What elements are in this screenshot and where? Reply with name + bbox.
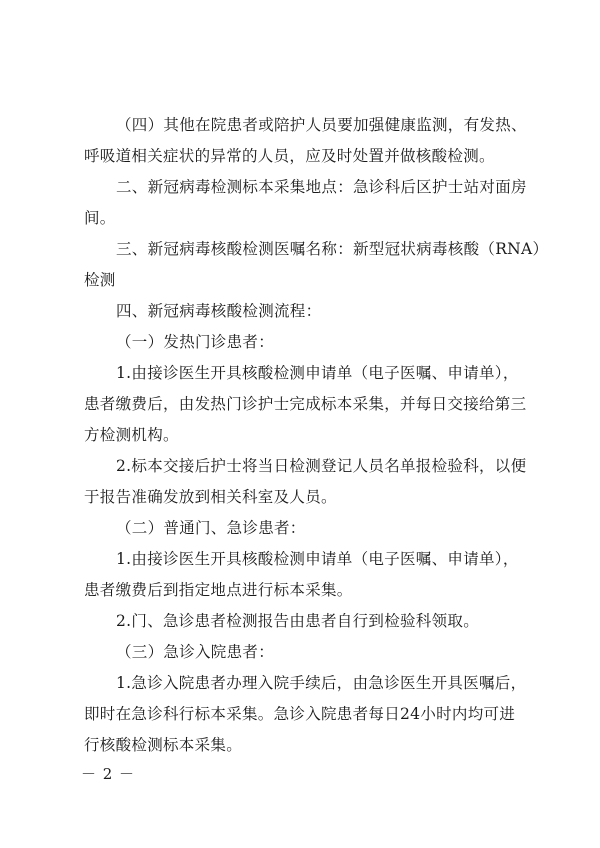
page-number: － 2 － <box>80 765 136 783</box>
paragraph-line: 四、新冠病毒核酸检测流程： <box>116 302 322 320</box>
paragraph-line: 呼吸道相关症状的异常的人员，应及时处置并做核酸检测。 <box>84 147 495 165</box>
paragraph-line: 2.门、急诊患者检测报告由患者自行到检验科领取。 <box>116 612 479 630</box>
paragraph-line: （四）其他在院患者或陪护人员要加强健康监测，有发热、 <box>116 116 527 134</box>
paragraph-line: 2.标本交接后护士将当日检测登记人员名单报检验科，以便 <box>116 457 527 475</box>
paragraph-line: 三、新冠病毒核酸检测医嘱名称：新型冠状病毒核酸（RNA） <box>116 240 549 258</box>
paragraph-line: （二）普通门、急诊患者： <box>116 519 306 537</box>
paragraph-line: 1.由接诊医生开具核酸检测申请单（电子医嘱、申请单）， <box>116 364 519 382</box>
paragraph-line: 行核酸检测标本采集。 <box>84 736 243 754</box>
paragraph-line: （三）急诊入院患者： <box>116 643 275 661</box>
paragraph-line: 于报告准确发放到相关科室及人员。 <box>84 488 337 506</box>
paragraph-line: 即时在急诊科行标本采集。急诊入院患者每日24小时内均可进 <box>84 705 516 723</box>
paragraph-line: 方检测机构。 <box>84 426 179 444</box>
paragraph-line: 患者缴费后到指定地点进行标本采集。 <box>84 581 353 599</box>
paragraph-line: 患者缴费后，由发热门诊护士完成标本采集，并每日交接给第三 <box>84 395 527 413</box>
paragraph-line: 二、新冠病毒检测标本采集地点：急诊科后区护士站对面房 <box>116 178 527 196</box>
paragraph-line: 间。 <box>84 209 116 227</box>
paragraph-line: （一）发热门诊患者： <box>116 333 275 351</box>
paragraph-line: 检测 <box>84 271 116 289</box>
paragraph-line: 1.由接诊医生开具核酸检测申请单（电子医嘱、申请单）， <box>116 550 519 568</box>
paragraph-line: 1.急诊入院患者办理入院手续后，由急诊医生开具医嘱后， <box>116 674 527 692</box>
